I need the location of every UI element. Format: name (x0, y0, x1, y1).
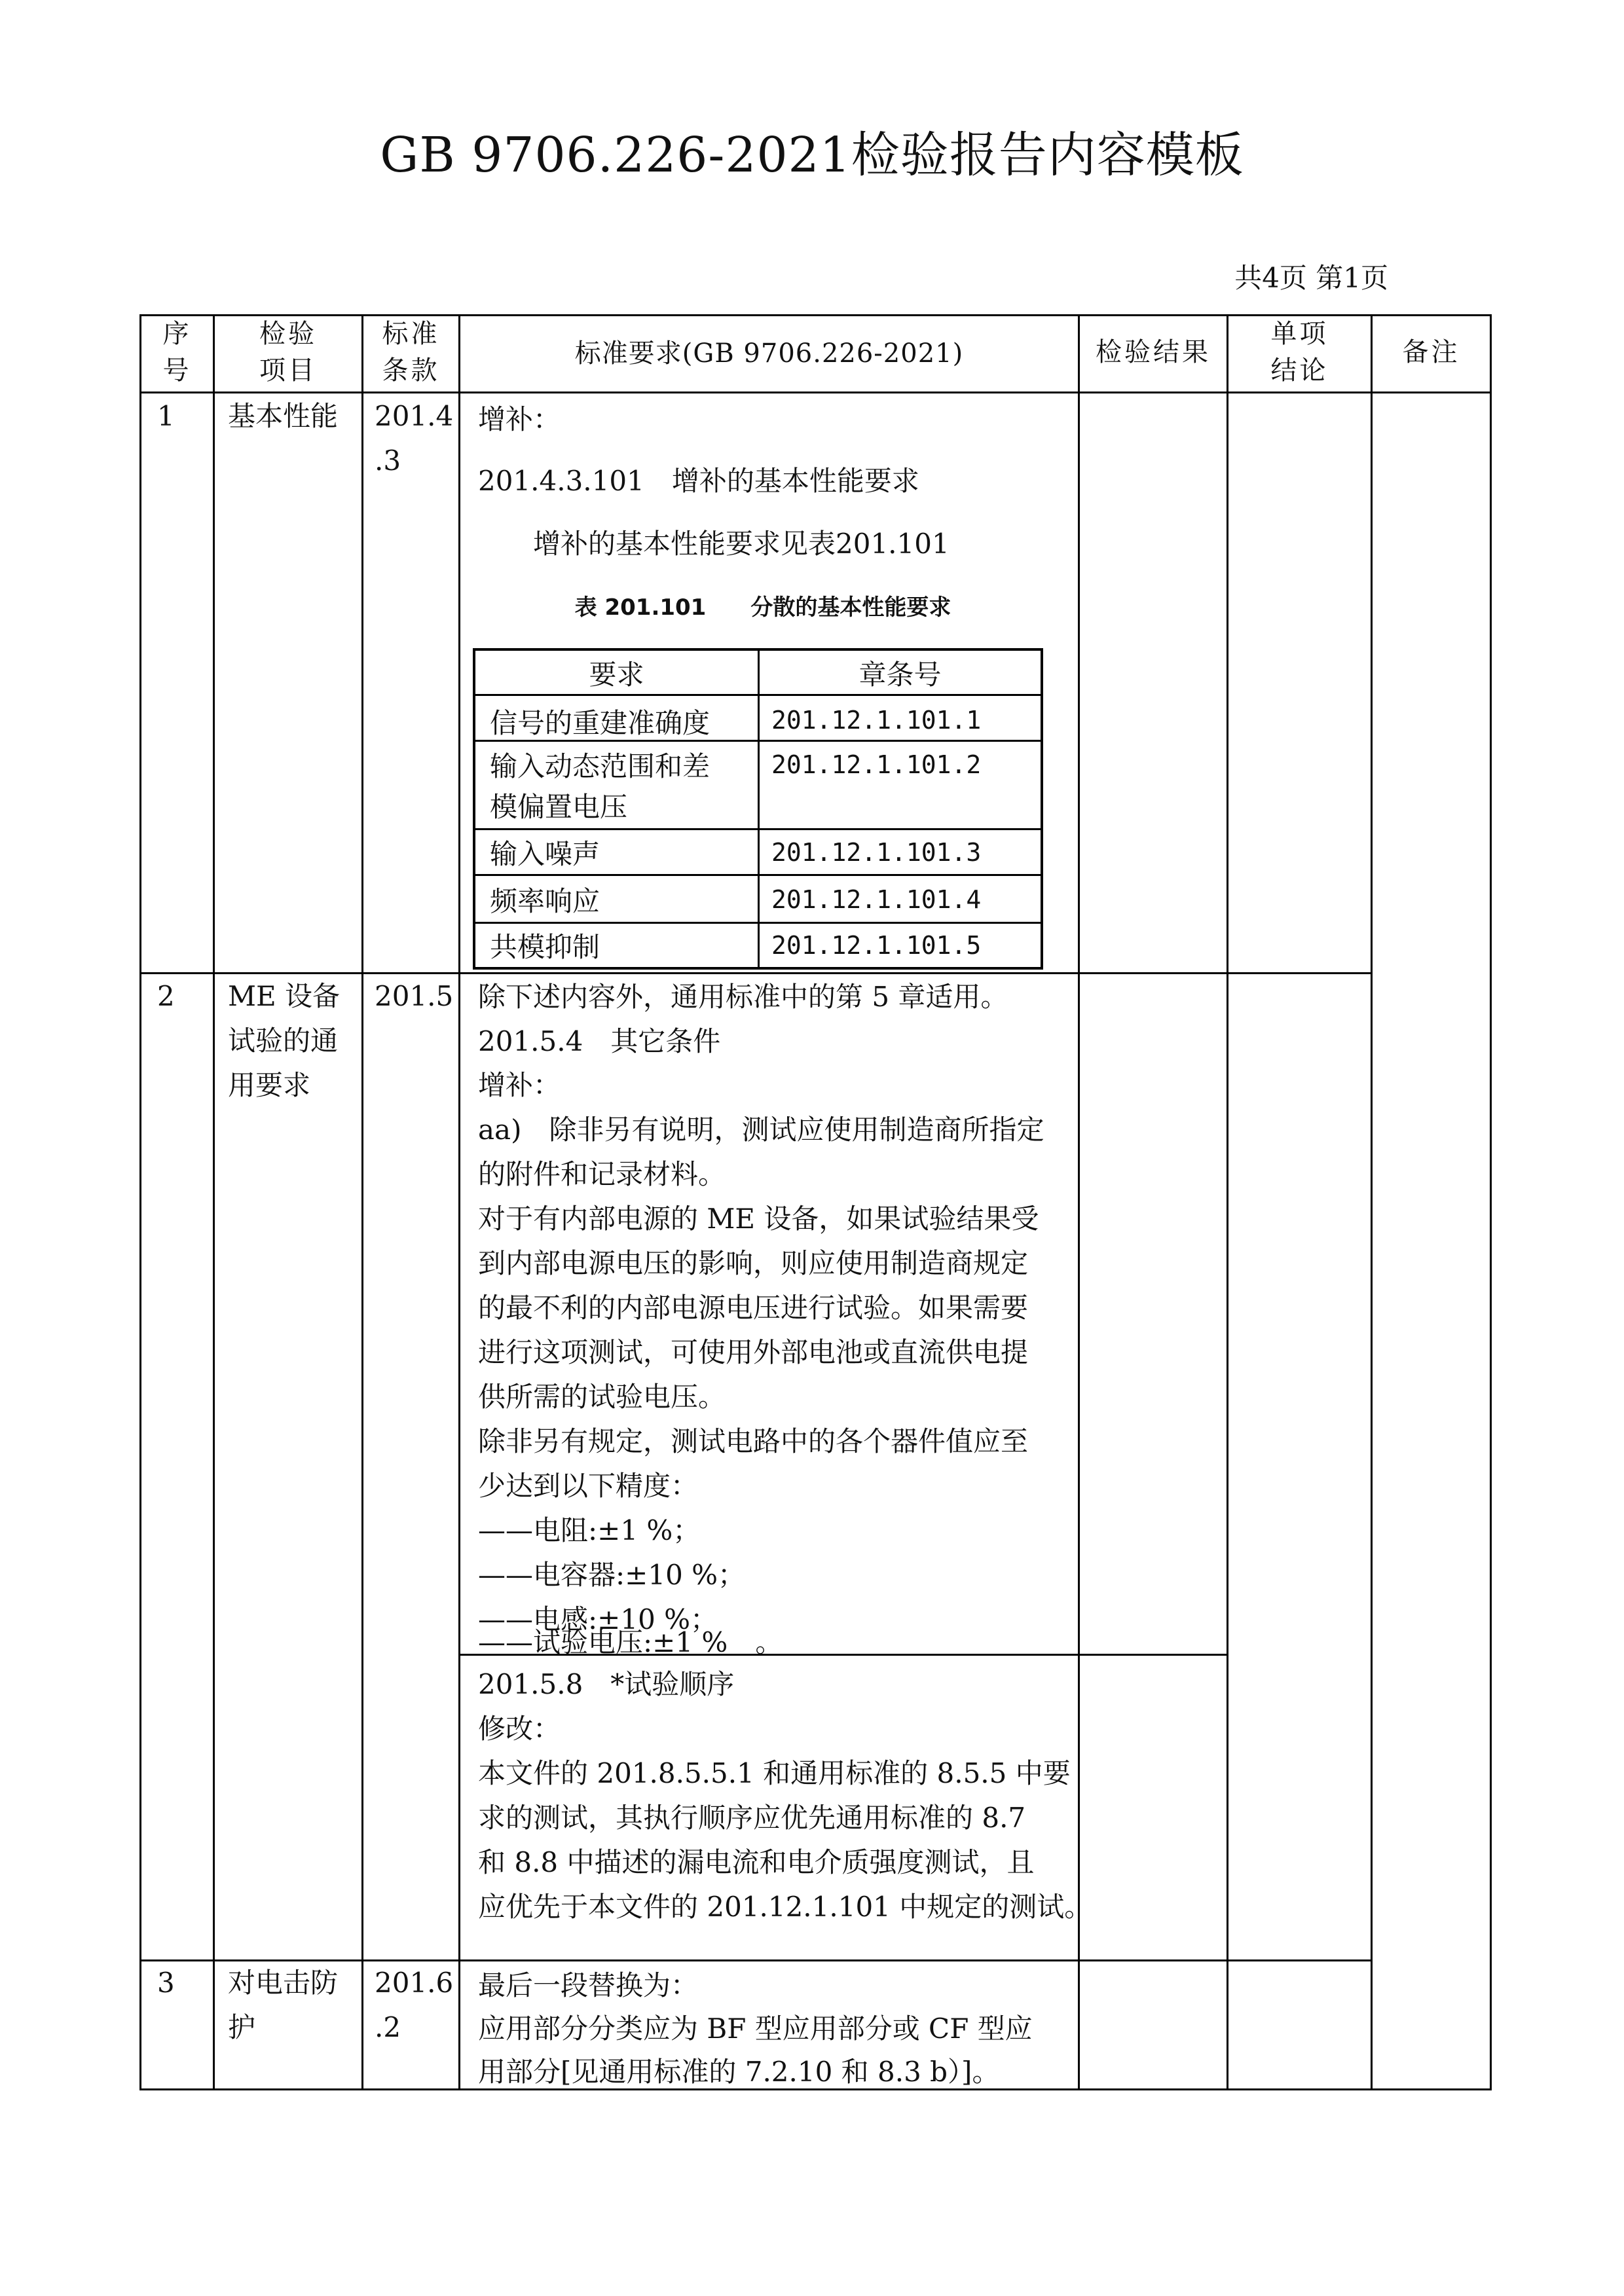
row2-req-line: 除下述内容外，通用标准中的第 5 章适用。 (478, 981, 1008, 1013)
row1-clause: 201.4 .3 (375, 400, 454, 477)
header-result: 检验结果 (1096, 337, 1211, 367)
row1-req-line: 增补： (478, 403, 561, 435)
row1-item: 基本性能 (228, 400, 339, 432)
row3-req-line: 最后一段替换为： (478, 1969, 699, 2001)
col-line-0 (139, 314, 141, 2090)
inner-line (1041, 648, 1043, 970)
row2-req-line: ——电感:±10 %； (478, 1603, 718, 1635)
header-seq: 序 号 (162, 319, 192, 386)
document-title: GB 9706.226-2021检验报告内容模板 (380, 127, 1244, 183)
row2-req2-line: 和 8.8 中描述的漏电流和电介质强度测试，且 (478, 1846, 1035, 1878)
inner-row-ref: 201.12.1.101.3 (771, 838, 982, 867)
row2-req2-line: 本文件的 201.8.5.5.1 和通用标准的 8.5.5 中要 (478, 1757, 1071, 1789)
header-verdict: 单项 结论 (1270, 319, 1329, 386)
row2-req2-line: 求的测试，其执行顺序应优先通用标准的 8.7 (478, 1802, 1026, 1834)
inner-row-ref: 201.12.1.101.2 (771, 750, 982, 779)
header-remark: 备注 (1402, 337, 1460, 367)
inner-header-clause-no: 章条号 (858, 659, 942, 691)
row1-req-line: 增补的基本性能要求见表201.101 (478, 528, 950, 560)
inner-row-name: 共模抑制 (490, 931, 600, 963)
inner-row-name: 模偏置电压 (490, 791, 628, 823)
header-clause: 标准 条款 (382, 319, 440, 386)
row1-req-line: 201.4.3.101 增补的基本性能要求 (478, 465, 919, 497)
row2-req-line: 的最不利的内部电源电压进行试验。如果需要 (478, 1292, 1029, 1324)
row2-req2-line: 应优先于本文件的 201.12.1.101 中规定的测试。 (478, 1891, 1092, 1923)
row3-clause: 201.6 .2 (375, 1967, 454, 2043)
col-line-3 (458, 314, 460, 2090)
row2-req-line: 到内部电源电压的影响，则应使用制造商规定 (478, 1247, 1029, 1279)
row2-req-line: 增补： (478, 1069, 561, 1101)
header-requirement: 标准要求(GB 9706.226-2021) (574, 338, 964, 369)
inner-line (473, 648, 475, 970)
row2-req-line: 的附件和记录材料。 (478, 1158, 726, 1190)
col-line-2 (361, 314, 363, 2090)
inner-line (758, 648, 760, 970)
inner-row-ref: 201.12.1.101.5 (771, 931, 982, 960)
row2-req-line: 201.5.4 其它条件 (478, 1025, 721, 1057)
row2-req-line: ——试验电压:±1 % 。 (478, 1626, 783, 1658)
col-line-5 (1227, 314, 1228, 2090)
col-line-7 (1490, 314, 1492, 2090)
row1-seq: 1 (157, 400, 175, 432)
row2-req-line: ——电容器:±10 %； (478, 1559, 746, 1591)
row2-req-line: 进行这项测试，可使用外部电池或直流供电提 (478, 1336, 1029, 1368)
row3-seq: 3 (157, 1967, 175, 1999)
inner-row-ref: 201.12.1.101.1 (771, 706, 982, 735)
inner-table-caption: 表 201.101 分散的基本性能要求 (574, 594, 951, 621)
col-line-1 (213, 314, 215, 2090)
inner-row-name: 信号的重建准确度 (490, 707, 710, 739)
row2-seq: 2 (157, 980, 175, 1012)
col-line-4 (1078, 314, 1080, 2090)
row2-req-line: 对于有内部电源的 ME 设备，如果试验结果受 (478, 1203, 1039, 1235)
header-bottom-line (139, 392, 1490, 393)
row2-item: ME 设备 试验的通 用要求 (228, 980, 341, 1101)
inner-row-name: 输入噪声 (490, 838, 600, 870)
col-line-6 (1371, 314, 1373, 2090)
row2-req-line: aa) 除非另有说明，测试应使用制造商所指定 (478, 1114, 1044, 1146)
row2-req2-line: 201.5.8 *试验顺序 (478, 1668, 735, 1700)
inner-row-name: 频率响应 (490, 885, 600, 917)
page-counter: 共4页 第1页 (1234, 262, 1388, 294)
inner-row-ref: 201.12.1.101.4 (771, 885, 982, 914)
inner-header-requirement: 要求 (589, 659, 644, 691)
row3-req-line: 用部分[见通用标准的 7.2.10 和 8.3 b）]。 (478, 2056, 1000, 2088)
row2-req-line: ——电阻:±1 %； (478, 1514, 701, 1546)
row2-req-line: 少达到以下精度： (478, 1470, 699, 1502)
row2-clause: 201.5 (375, 980, 454, 1012)
row2-req-line: 除非另有规定，测试电路中的各个器件值应至 (478, 1425, 1029, 1457)
row3-req-line: 应用部分分类应为 BF 型应用部分或 CF 型应 (478, 2013, 1033, 2045)
row2-req2-line: 修改： (478, 1713, 561, 1745)
row2-req-line: 供所需的试验电压。 (478, 1381, 726, 1413)
inner-row-name: 输入动态范围和差 (490, 750, 710, 782)
row3-item: 对电击防 护 (228, 1967, 339, 2043)
header-item: 检验 项目 (259, 319, 317, 386)
